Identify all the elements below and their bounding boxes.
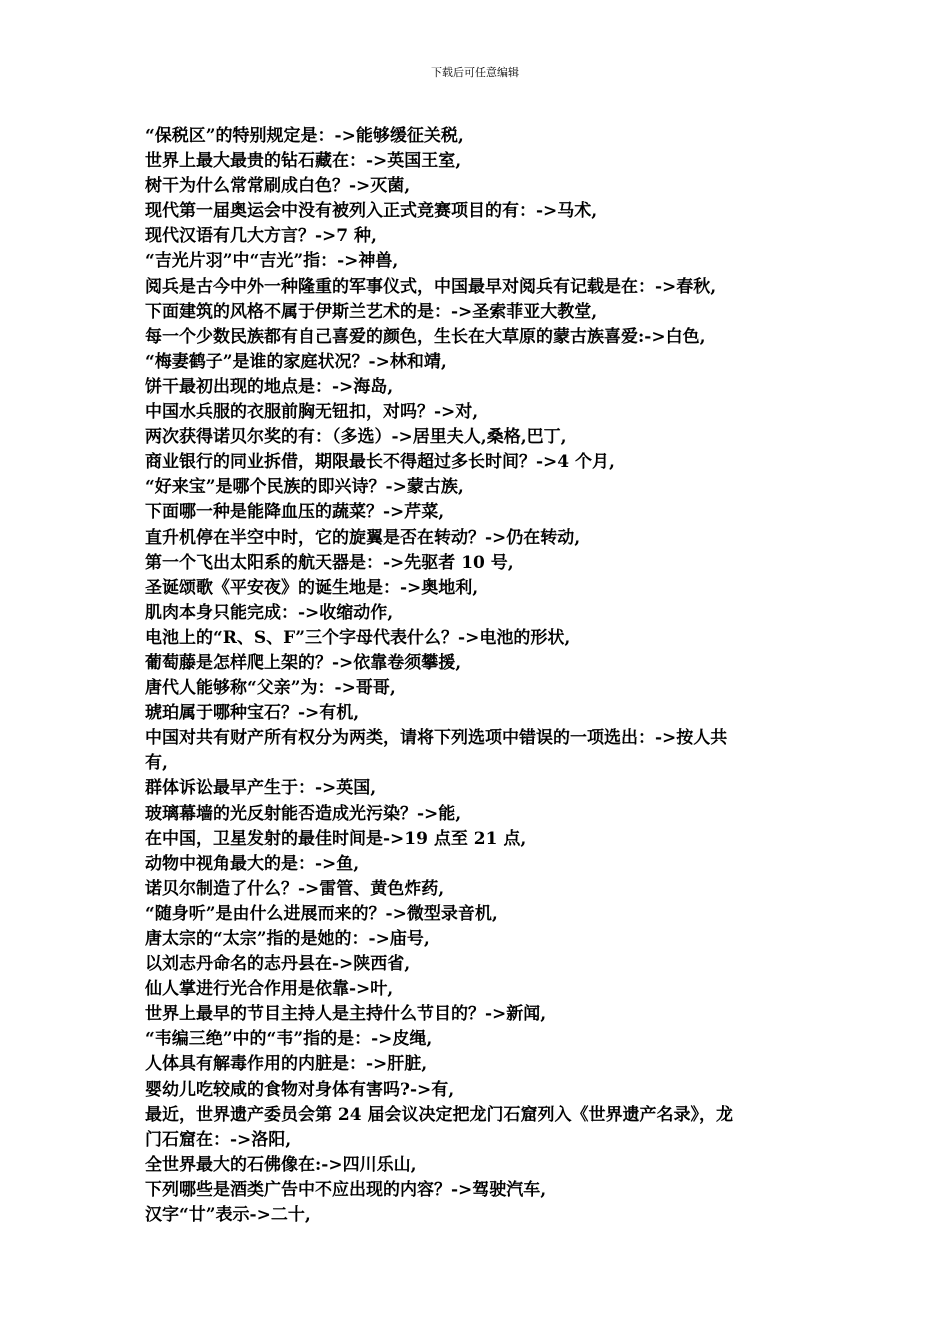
document-body bbox=[145, 124, 810, 1228]
text-line: 树干为什么常常刷成白色？->灭菌, bbox=[145, 176, 411, 197]
text-line: 每一个少数民族都有自己喜爱的颜色，生长在大草原的蒙古族喜爱:->白色, bbox=[145, 326, 706, 347]
text-line: “保税区”的特别规定是：->能够缓征关税, bbox=[145, 126, 464, 146]
text-line: “韦编三绝”中的“韦”指的是：->皮绳, bbox=[145, 1029, 433, 1050]
text-line: 中国水兵服的衣服前胸无钮扣，对吗？->对, bbox=[145, 402, 479, 423]
text-line: 婴幼儿吃较咸的食物对身体有害吗?->有, bbox=[145, 1079, 455, 1100]
text-line: 人体具有解毒作用的内脏是：->肝脏, bbox=[145, 1054, 428, 1075]
text-line: 第一个飞出太阳系的航天器是：->先驱者 10 号, bbox=[145, 552, 514, 573]
text-line: 玻璃幕墙的光反射能否造成光污染？->能, bbox=[145, 803, 462, 824]
page-header-note: 下载后可任意编辑 bbox=[431, 66, 519, 79]
text-line: 肌肉本身只能完成：->收缩动作, bbox=[145, 602, 394, 623]
text-line: 商业银行的同业拆借，期限最长不得超过多长时间？->4 个月, bbox=[145, 452, 615, 473]
text-line: 现代第一届奥运会中没有被列入正式竞赛项目的有：->马术, bbox=[145, 201, 598, 222]
text-line: 琥珀属于哪种宝石？->有机, bbox=[145, 703, 360, 724]
text-line: “好来宝”是哪个民族的即兴诗？->蒙古族, bbox=[145, 477, 464, 498]
text-line: 直升机停在半空中时，它的旋翼是否在转动？->仍在转动, bbox=[145, 527, 581, 548]
text-line: 中国对共有财产所有权分为两类，请将下列选项中错误的一项选出：->按人共 bbox=[145, 728, 728, 749]
text-line: 现代汉语有几大方言？->7 种, bbox=[145, 226, 377, 247]
text-line: 葡萄藤是怎样爬上架的？->依靠卷须攀援, bbox=[145, 652, 462, 673]
text-line: 下面建筑的风格不属于伊斯兰艺术的是：->圣索菲亚大教堂, bbox=[145, 301, 598, 322]
text-line: 动物中视角最大的是：->鱼, bbox=[145, 853, 360, 874]
text-line: 群体诉讼最早产生于：->英国, bbox=[145, 778, 377, 799]
text-line: 仙人掌进行光合作用是依靠->叶, bbox=[145, 979, 394, 1000]
text-line: 汉字“廿”表示->二十, bbox=[145, 1205, 311, 1226]
text-line: 最近，世界遗产委员会第 24 届会议决定把龙门石窟列入《世界遗产名录》，龙 bbox=[145, 1104, 733, 1125]
text-line: 圣诞颂歌《平安夜》的诞生地是：->奥地利, bbox=[145, 577, 479, 598]
text-line: 以刘志丹命名的志丹县在->陕西省, bbox=[145, 954, 411, 975]
text-line: “吉光片羽”中“吉光”指：->神兽, bbox=[145, 251, 399, 272]
text-line: 有, bbox=[145, 753, 168, 774]
text-line: “随身听”是由什么进展而来的？->微型录音机, bbox=[145, 903, 498, 924]
text-line: 唐代人能够称“父亲”为：->哥哥, bbox=[145, 678, 396, 699]
text-line: 唐太宗的“太宗”指的是她的：->庙号, bbox=[145, 929, 430, 949]
text-line: 下列哪些是酒类广告中不应出现的内容？->驾驶汽车, bbox=[145, 1179, 547, 1200]
text-line: 阅兵是古今中外一种隆重的军事仪式，中国最早对阅兵有记载是在：->春秋, bbox=[145, 276, 717, 297]
text-line: 电池上的“R、S、F”三个字母代表什么？->电池的形状, bbox=[145, 627, 571, 648]
text-line: 全世界最大的石佛像在:->四川乐山, bbox=[145, 1154, 417, 1175]
text-line: 诺贝尔制造了什么？->雷管、黄色炸药, bbox=[145, 878, 445, 899]
text-line: 下面哪一种是能降血压的蔬菜？->芹菜, bbox=[145, 502, 445, 523]
text-line: 门石窟在：->洛阳, bbox=[145, 1129, 292, 1150]
text-line: 在中国，卫星发射的最佳时间是->19 点至 21 点, bbox=[145, 828, 527, 849]
text-line: 饼干最初出现的地点是：->海岛, bbox=[145, 376, 394, 397]
text-line: 世界上最早的节目主持人是主持什么节目的？->新闻, bbox=[145, 1004, 547, 1025]
text-line: 两次获得诺贝尔奖的有：（多选）->居里夫人,桑格,巴丁, bbox=[145, 427, 567, 448]
text-line: “梅妻鹤子”是谁的家庭状况？->林和靖, bbox=[145, 351, 447, 372]
text-line: 世界上最大最贵的钻石藏在：->英国王室, bbox=[145, 151, 462, 172]
